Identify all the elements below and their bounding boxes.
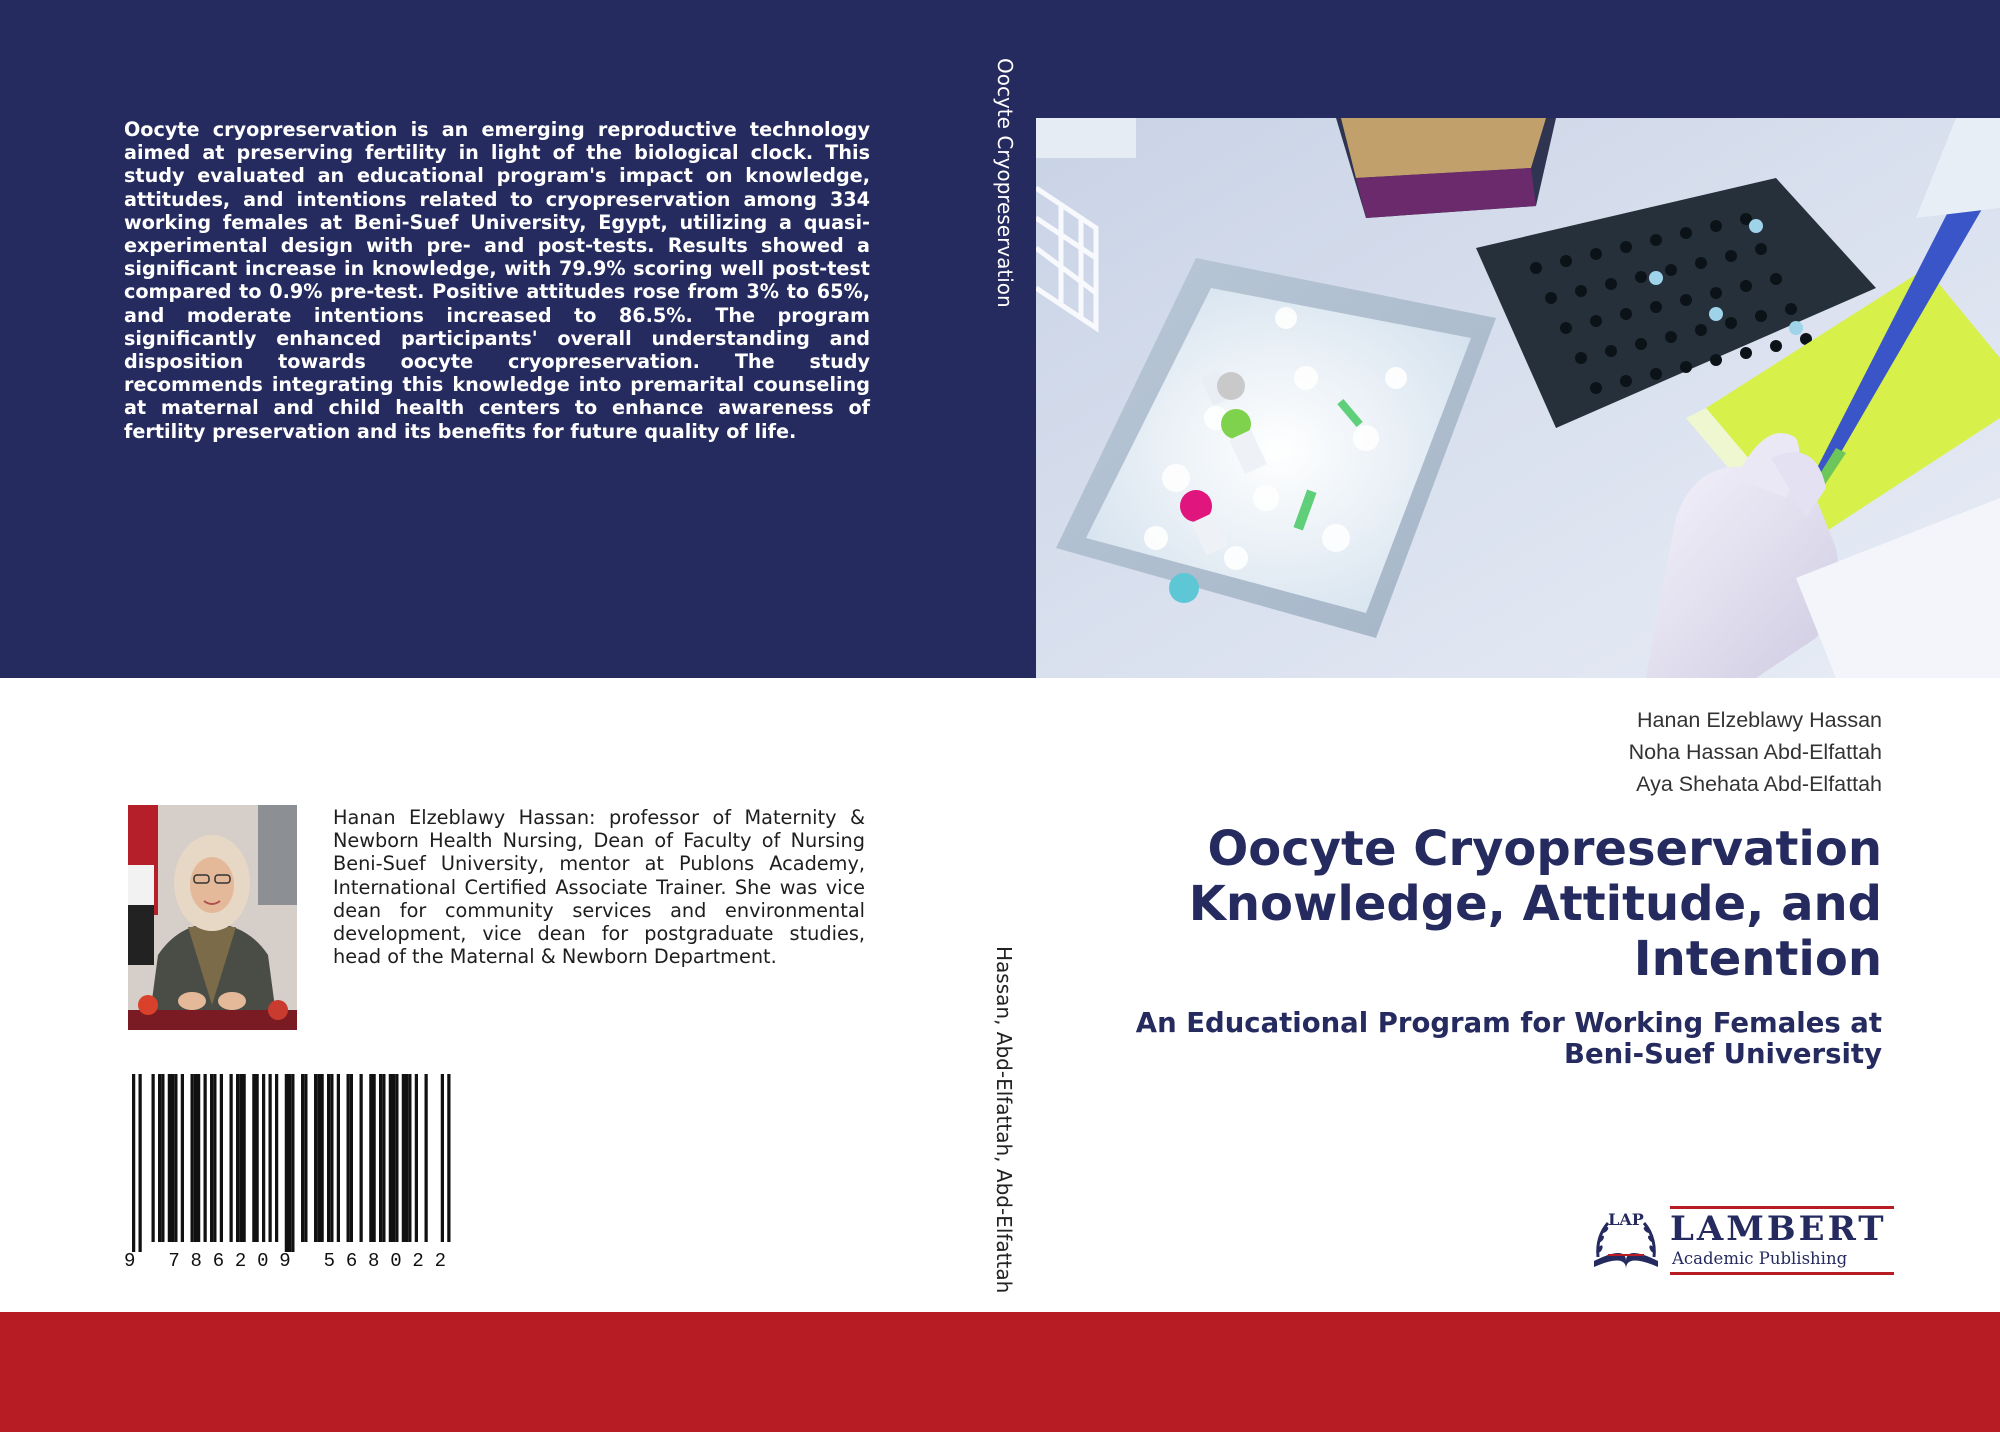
barcode-bar	[402, 1074, 405, 1242]
barcode-bar	[304, 1074, 307, 1242]
barcode-bar	[369, 1074, 372, 1242]
barcode-bar	[197, 1074, 200, 1242]
barcode-bar	[447, 1074, 450, 1242]
barcode-bar	[236, 1074, 239, 1242]
barcode-digits: 9 786209 568022	[124, 1250, 446, 1270]
book-title	[1122, 822, 1882, 987]
barcode	[124, 1070, 454, 1270]
barcode-bar	[408, 1074, 411, 1242]
back-cover-blurb: Oocyte cryopreservation is an emerging reproductive technology aimed at preserving fertility in light of the biological clock. This study evaluated an educational program's impact on knowledge, attitudes, and intentions related to cryopreservation among 334 working females at Beni-Suef University, Egypt, utilizing a quasi-experimental design with pre- and post-tests. Results showed a significant increase in knowledge, with 79.9% scoring well post-test compared to 0.9% pre-test. Positive attitudes rose from 3% to 65%, and moderate intentions increased to 86.5%. The program significantly enhanced participants' overall understanding and disposition towards oocyte cryopreservation. The study recommends integrating this knowledge into premarital counseling at maternal and child health centers to enhance awareness of fertility preservation and its benefits for future quality of life.	[124, 118, 870, 443]
barcode-bar	[314, 1074, 317, 1242]
barcode-bar	[360, 1074, 363, 1242]
barcode-bar	[132, 1074, 135, 1252]
publisher-name: LAMBERT	[1670, 1209, 1887, 1249]
barcode-bar	[382, 1074, 385, 1242]
barcode-bar	[337, 1074, 340, 1242]
lap-emblem-text: LAP	[1608, 1210, 1644, 1229]
barcode-bar	[168, 1074, 171, 1242]
title-line: Knowledge, Attitude, and	[1188, 876, 1882, 932]
subtitle-line: An Educational Program for Working Females at	[1135, 1007, 1882, 1039]
barcode-bar	[321, 1074, 324, 1242]
author-photo	[128, 805, 297, 1030]
barcode-bar	[317, 1074, 320, 1242]
cover-photo	[1036, 118, 2000, 678]
barcode-bar	[252, 1074, 255, 1242]
book-subtitle	[1122, 1008, 1882, 1070]
barcode-bar	[288, 1074, 291, 1252]
author-bio: Hanan Elzeblawy Hassan: professor of Maternity & Newborn Health Nursing, Dean of Faculty of Nursing Beni-Suef University, mentor at Publons Academy, International Certified Associate Trainer. She was vice dean for community services and environmental development, vice dean for postgraduate studies, head of the Maternal & Newborn Department.	[333, 806, 865, 969]
barcode-bar	[441, 1074, 444, 1242]
barcode-bar	[415, 1074, 418, 1242]
barcode-bar	[392, 1074, 395, 1242]
title-line: Oocyte Cryopreservation	[1207, 821, 1882, 877]
barcode-bar	[350, 1074, 353, 1242]
lap-book-emblem-icon	[1586, 1205, 1666, 1281]
barcode-bar	[327, 1074, 330, 1242]
barcode-bar	[194, 1074, 197, 1242]
barcode-bar	[171, 1074, 174, 1242]
barcode-bar	[262, 1074, 265, 1242]
barcode-bar	[389, 1074, 392, 1242]
barcode-bar	[301, 1074, 304, 1242]
barcode-bar	[139, 1074, 142, 1252]
barcode-bar	[243, 1074, 246, 1242]
barcode-bar	[220, 1074, 223, 1242]
barcode-bar	[269, 1074, 272, 1242]
author-name: Hanan Elzeblawy Hassan	[1637, 708, 1882, 732]
bottom-red-band	[0, 1312, 2000, 1432]
barcode-bar	[161, 1074, 164, 1242]
barcode-bar	[291, 1074, 294, 1252]
barcode-bar	[204, 1074, 207, 1242]
barcode-bar	[158, 1074, 161, 1242]
spine-authors: Hassan, Abd-Elfattah, Abd-Elfattah	[992, 946, 1016, 1294]
barcode-bar	[230, 1074, 233, 1242]
barcode-bars	[132, 1074, 451, 1252]
barcode-bar	[210, 1074, 213, 1242]
barcode-bar	[373, 1074, 376, 1242]
barcode-bar	[181, 1074, 184, 1242]
barcode-bar	[191, 1074, 194, 1242]
barcode-bar	[379, 1074, 382, 1242]
logo-rule-bottom	[1670, 1272, 1894, 1275]
barcode-bar	[425, 1074, 428, 1242]
publisher-tagline: Academic Publishing	[1672, 1249, 1848, 1268]
barcode-bar	[405, 1074, 408, 1242]
barcode-bar	[285, 1074, 288, 1252]
barcode-bar	[239, 1074, 242, 1242]
barcode-bar	[174, 1074, 177, 1242]
barcode-bar	[275, 1074, 278, 1242]
barcode-bar	[152, 1074, 155, 1242]
barcode-bar	[330, 1074, 333, 1242]
barcode-bar	[347, 1074, 350, 1242]
title-line: Intention	[1633, 931, 1882, 987]
subtitle-line: Beni-Suef University	[1564, 1038, 1882, 1070]
spine-title: Oocyte Cryopreservation	[993, 58, 1017, 308]
author-name: Aya Shehata Abd-Elfattah	[1636, 772, 1882, 796]
front-authors	[1282, 704, 1882, 800]
barcode-bar	[395, 1074, 398, 1242]
barcode-bar	[213, 1074, 216, 1242]
barcode-bar	[256, 1074, 259, 1242]
publisher-logo	[1586, 1205, 1896, 1281]
author-name: Noha Hassan Abd-Elfattah	[1628, 740, 1882, 764]
